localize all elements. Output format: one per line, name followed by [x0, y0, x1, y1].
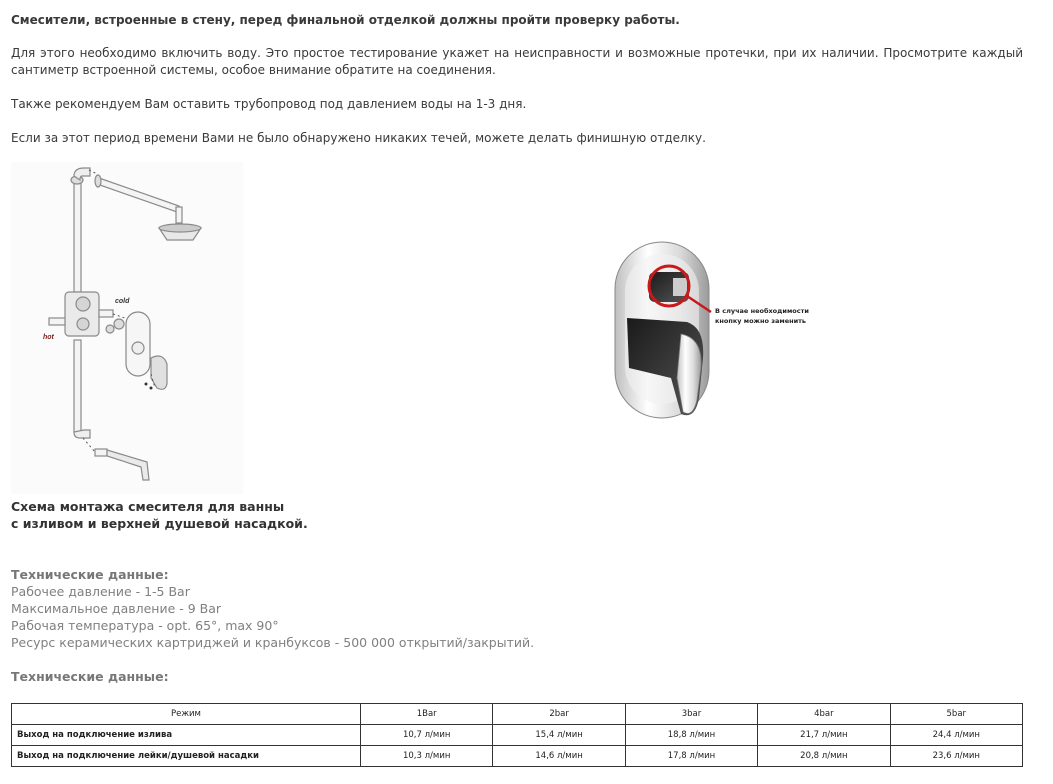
- table-row: [12, 746, 1023, 767]
- installation-diagram: [11, 162, 243, 494]
- tech-data-block: [11, 566, 534, 651]
- cold-label: cold: [115, 298, 130, 305]
- caption-line-1: Схема монтажа смесителя для ванны: [11, 499, 285, 514]
- header-3bar: 3bar: [625, 704, 757, 725]
- flow-rate-table: [11, 703, 1023, 767]
- caption-line-2: с изливом и верхней душевой насадкой.: [11, 516, 308, 531]
- tech-data-heading-2-block: [11, 668, 169, 685]
- tech-line-cartridge-life: Ресурс керамических картриджей и кранбуксов - 500 000 открытий/закрытий.: [11, 635, 535, 650]
- table-cell: 23,6 л/мин: [890, 746, 1022, 767]
- table-cell: 18,8 л/мин: [625, 725, 757, 746]
- row-label-spout: Выход на подключение излива: [12, 725, 361, 746]
- header-2bar: 2bar: [493, 704, 625, 725]
- table-cell: 10,3 л/мин: [361, 746, 493, 767]
- header-5bar: 5bar: [890, 704, 1022, 725]
- table-cell: 15,4 л/мин: [493, 725, 625, 746]
- table-cell: 21,7 л/мин: [758, 725, 890, 746]
- intro-heading: Смесители, встроенные в стену, перед финальной отделкой должны пройти проверку работы.: [11, 13, 680, 27]
- diagram-caption: [11, 498, 308, 532]
- intro-paragraph-1: Для этого необходимо включить воду. Это простое тестирование укажет на неисправности и возможные протечки, при их наличии. Просмотрите каждый сантиметр встроенной системы, особое внимание обратите на соединения.: [11, 46, 1023, 77]
- tech-line-temperature: Рабочая температура - opt. 65°, max 90°: [11, 618, 279, 633]
- hot-label: hot: [43, 334, 54, 341]
- header-4bar: 4bar: [758, 704, 890, 725]
- table-cell: 14,6 л/мин: [493, 746, 625, 767]
- intro-paragraph-2: Также рекомендуем Вам оставить трубопровод под давлением воды на 1-3 дня.: [11, 97, 527, 111]
- table-cell: 20,8 л/мин: [758, 746, 890, 767]
- tech-line-max-pressure: Максимальное давление - 9 Bar: [11, 601, 222, 616]
- table-cell: 10,7 л/мин: [361, 725, 493, 746]
- table-cell: 24,4 л/мин: [890, 725, 1022, 746]
- mixer-photo: [607, 238, 817, 426]
- table-header-row: [12, 704, 1023, 725]
- table-cell: 17,8 л/мин: [625, 746, 757, 767]
- intro-paragraph-3: Если за этот период времени Вами не было обнаружено никаких течей, можете делать финишную отделку.: [11, 131, 706, 145]
- header-mode: Режим: [12, 704, 361, 725]
- photo-note-line-2: кнопку можно заменить: [715, 317, 807, 325]
- tech-data-heading-2: Технические данные:: [11, 669, 169, 684]
- table-row: [12, 725, 1023, 746]
- tech-line-working-pressure: Рабочее давление - 1-5 Bar: [11, 584, 190, 599]
- header-1bar: 1Bar: [361, 704, 493, 725]
- photo-note-line-1: В случае необходимости: [715, 307, 809, 315]
- row-label-shower: Выход на подключение лейки/душевой насадки: [12, 746, 361, 767]
- mixer-scheme-drawing: [11, 162, 243, 494]
- mixer-photo-drawing: [607, 238, 817, 426]
- tech-data-heading: Технические данные:: [11, 567, 169, 582]
